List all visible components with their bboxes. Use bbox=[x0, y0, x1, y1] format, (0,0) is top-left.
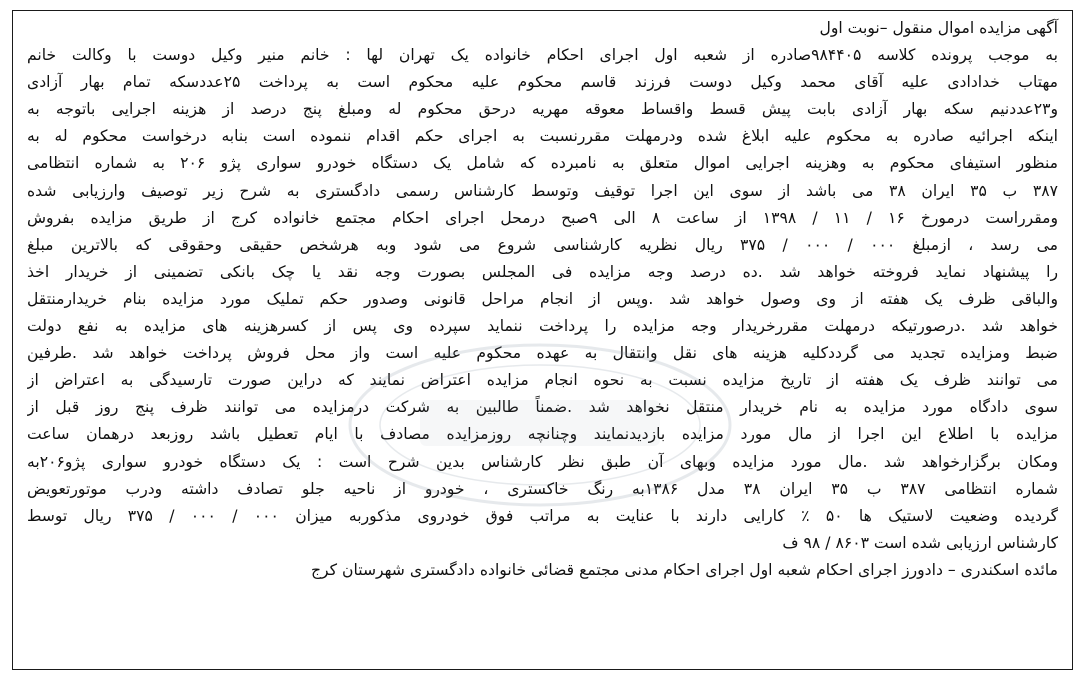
notice-line: به موجب پرونده کلاسه ۹۸۴۴۰۵صادره از شعبه اول اجرای احکام خانواده یک تهران لها : خانم منیر وکیل دوست با وکالت خانم bbox=[27, 46, 1058, 65]
notice-line: ومقرراست درمورخ ۱۶ / ۱۱ / ۱۳۹۸ از ساعت ۸ الی ۹صبح درمحل اجرای احکام مجتمع خانواده کرج از طریق مزایده بفروش bbox=[27, 208, 1058, 227]
notice-line: ۳۸۷ ب ۳۵ ایران ۳۸ می باشد از سوی این اجرا توقیف وتوسط کارشناس رسمی دادگستری به شرح زیر توصیف وارزیابی شده bbox=[27, 181, 1058, 200]
notice-line: کارشناس ارزیابی شده است ۸۶۰۳ / ۹۸ ف bbox=[782, 533, 1058, 552]
notice-line: و۲۳عددنیم سکه بهار آزادی بابت پیش قسط واقساط معوقه مهریه درحق محکوم له ومبلغ پنج درصد از هزینه اجرایی باتوجه به bbox=[27, 100, 1058, 119]
notice-line: سوی دادگاه مورد مزایده به نام خریدار منتقل نخواهد شد .ضمناً طالبین به شرکت درمزایده می توانند ظرف پنج روز قبل از bbox=[27, 398, 1058, 417]
notice-title: آگهی مزایده اموال منقول –نوبت اول bbox=[819, 19, 1058, 37]
notice-line: مهتاب خدادادی علیه آقای محمد وکیل دوست فرزند قاسم محکوم علیه محکوم است به پرداخت ۲۵عددسکه تمام بهار آزادی bbox=[27, 73, 1058, 92]
notice-line: مزایده با اطلاع این اجرا از مال مورد مزایده بازدیدنمایند وچنانچه روزمزایده مصادف با ایام تعطیل باشد روزبعد درهمان ساعت bbox=[27, 425, 1058, 444]
notice-line: شماره انتظامی ۳۸۷ ب ۳۵ ایران ۳۸ مدل ۱۳۸۶به رنگ خاکستری ، خودرو از ناحیه جلو تصادف داشته ودرب موتورتعویض bbox=[27, 479, 1058, 498]
auction-notice bbox=[12, 10, 1073, 670]
notice-signature: مائده اسکندری – دادورز اجرای احکام شعبه اول اجرای احکام مدنی مجتمع قضائی خانواده دادگستری شهرستان کرج bbox=[310, 560, 1058, 579]
notice-line: گردیده وضعیت لاستیک ها ۵۰ ٪ کارایی دارند با عنایت به مراتب فوق خودروی مذکوربه میزان ۰۰۰ / ۰۰۰ / ۳۷۵ ریال توسط bbox=[27, 506, 1058, 525]
notice-line: اینکه اجرائیه صادره به محکوم علیه ابلاغ شده ودرمهلت مقررنسبت به اجرای حکم اقدام ننموده است بنابه درخواست محکوم له به bbox=[27, 127, 1058, 146]
notice-line: والباقی ظرف یک هفته از وی وصول خواهد شد .وپس از انجام مراحل قانونی وصدور حکم تملیک مورد مزایده بنام خریدارمنتقل bbox=[27, 289, 1058, 308]
notice-line: می توانند ظرف یک هفته از تاریخ مزایده نسبت به نحوه انجام مزایده اعتراض نمایند که دراین صورت تارسیدگی به اعتراض از bbox=[27, 371, 1058, 390]
notice-line: را پیشنهاد نماید فروخته خواهد شد .ده درصد وجه مزایده فی المجلس بصورت وجه نقد یا چک بانکی تضمینی از خریدار اخذ bbox=[27, 262, 1058, 281]
notice-line: ومکان برگزارخواهد شد .مال مورد مزایده وبهای آن طبق نظر کارشناس بدین شرح است : یک دستگاه خودرو سواری پژو۲۰۶به bbox=[27, 452, 1058, 471]
notice-line: می رسد ، ازمبلغ ۰۰۰ / ۰۰۰ / ۳۷۵ ریال نظریه کارشناسی شروع می شود وبه هرشخص حقیقی وحقوقی که بالاترین مبلغ bbox=[27, 235, 1058, 254]
notice-line: منظور استیفای محکوم به وهزینه اجرایی اموال متعلق به نامبرده که شامل یک دستگاه خودرو سواری پژو ۲۰۶ به شماره انتظامی bbox=[27, 154, 1058, 173]
notice-body bbox=[27, 42, 1058, 557]
notice-line: ضبط ومزایده تجدید می گرددکلیه هزینه های نقل وانتقال به عهده محکوم علیه است واز محل فروش پرداخت خواهد شد .طرفین bbox=[27, 344, 1058, 363]
notice-line: خواهد شد .درصورتیکه درمهلت مقررخریدار وجه مزایده را پرداخت ننماید سپرده وی پس از کسرهزینه های مزایده به نفع دولت bbox=[27, 317, 1058, 336]
